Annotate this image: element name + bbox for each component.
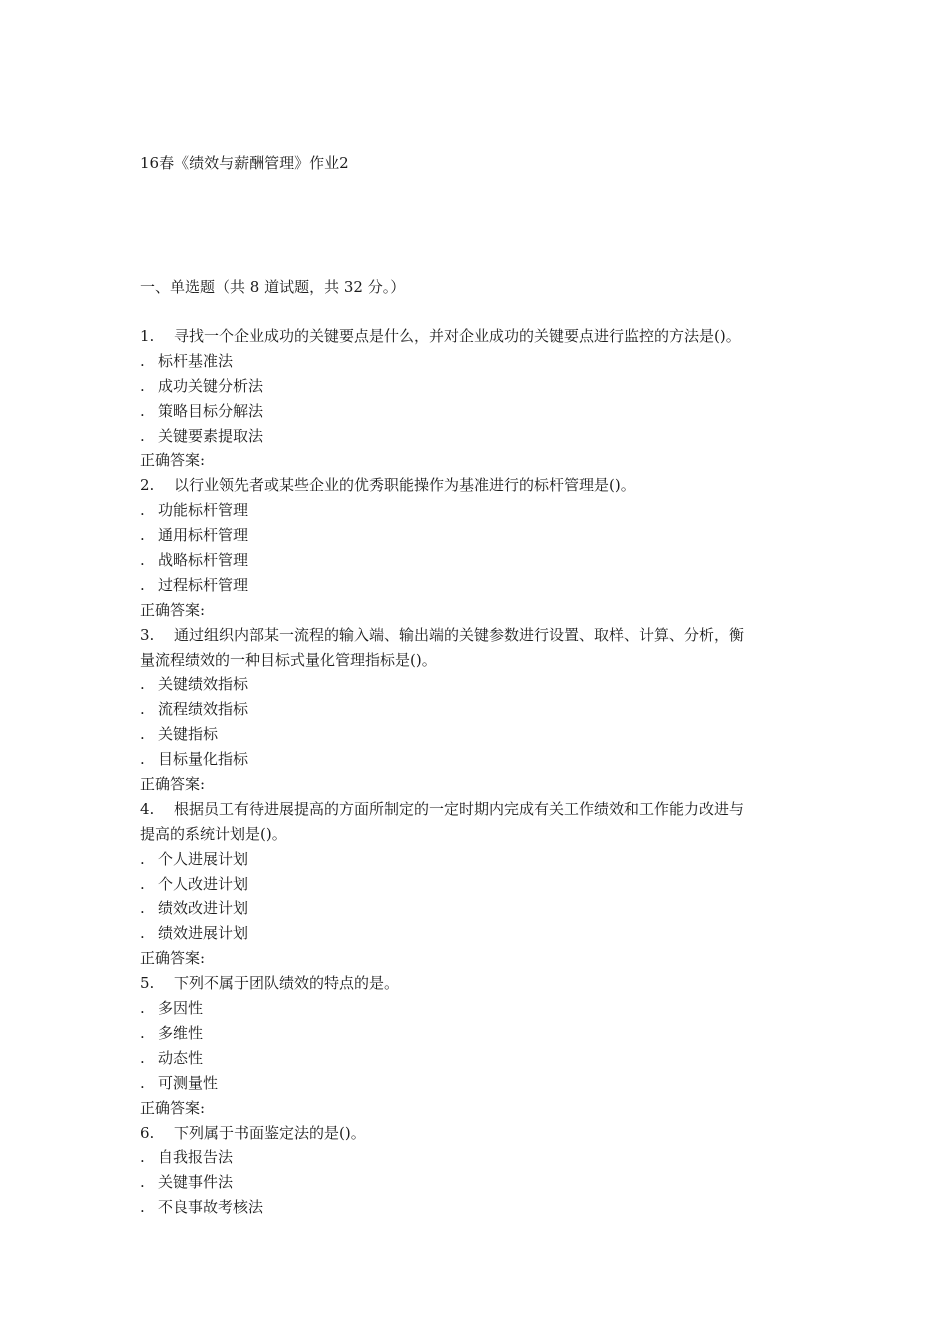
option-text: 动态性 xyxy=(158,1048,204,1067)
option-marker: . xyxy=(140,551,145,570)
option-marker: . xyxy=(140,526,145,545)
question-stem xyxy=(140,324,820,349)
question-block xyxy=(140,324,820,473)
question-number: 3. xyxy=(140,625,155,644)
option-marker: . xyxy=(140,401,145,420)
option-marker: . xyxy=(140,1023,145,1042)
option-text: 战略标杆管理 xyxy=(158,551,249,570)
option-text: 个人改进计划 xyxy=(158,874,249,893)
option-text: 通用标杆管理 xyxy=(158,526,249,545)
option-marker: . xyxy=(140,899,145,918)
answer-option xyxy=(140,1021,820,1046)
question-text: 量流程绩效的一种目标式量化管理指标是()。 xyxy=(140,650,437,669)
question-number: 4. xyxy=(140,799,155,818)
answer-option xyxy=(140,697,820,722)
answer-option xyxy=(140,1145,820,1170)
question-block xyxy=(140,1121,820,1221)
question-list xyxy=(140,324,820,1220)
answer-option xyxy=(140,399,820,424)
option-marker: . xyxy=(140,874,145,893)
option-marker: . xyxy=(140,849,145,868)
question-block xyxy=(140,971,820,1120)
option-text: 多维性 xyxy=(158,1023,204,1042)
question-text: 根据员工有待进展提高的方面所制定的一定时期内完成有关工作绩效和工作能力改进与 xyxy=(174,799,745,818)
correct-answer-label: 正确答案: xyxy=(140,775,206,794)
question-block xyxy=(140,623,820,797)
question-stem xyxy=(140,797,820,822)
option-text: 成功关键分析法 xyxy=(158,376,264,395)
question-number: 1. xyxy=(140,327,155,345)
option-text: 关键指标 xyxy=(158,725,219,744)
answer-option xyxy=(140,573,820,598)
option-text: 标杆基准法 xyxy=(158,351,234,370)
question-stem xyxy=(140,623,820,648)
answer-option xyxy=(140,523,820,548)
option-text: 个人进展计划 xyxy=(158,849,249,868)
answer-option xyxy=(140,747,820,772)
document-title: 16春《绩效与薪酬管理》作业2 xyxy=(140,154,349,172)
option-marker: . xyxy=(140,1073,145,1092)
option-text: 关键要素提取法 xyxy=(158,426,264,445)
answer-option xyxy=(140,1071,820,1096)
option-text: 可测量性 xyxy=(158,1073,219,1092)
question-number: 2. xyxy=(140,476,155,495)
option-text: 绩效改进计划 xyxy=(158,899,249,918)
correct-answer-label: 正确答案: xyxy=(140,1098,206,1117)
option-text: 流程绩效指标 xyxy=(158,700,249,719)
answer-option xyxy=(140,548,820,573)
question-stem-continuation xyxy=(140,648,820,673)
answer-option xyxy=(140,872,820,897)
answer-option xyxy=(140,896,820,921)
question-text: 提高的系统计划是()。 xyxy=(140,824,287,843)
option-text: 关键事件法 xyxy=(158,1173,234,1192)
option-text: 绩效进展计划 xyxy=(158,924,249,943)
option-marker: . xyxy=(140,750,145,769)
answer-option xyxy=(140,996,820,1021)
option-marker: . xyxy=(140,1148,145,1167)
option-marker: . xyxy=(140,575,145,594)
option-text: 关键绩效指标 xyxy=(158,675,249,694)
question-text: 下列不属于团队绩效的特点的是。 xyxy=(174,974,400,993)
option-text: 功能标杆管理 xyxy=(158,501,249,520)
answer-option xyxy=(140,424,820,449)
option-marker: . xyxy=(140,501,145,520)
option-marker: . xyxy=(140,426,145,445)
question-text: 通过组织内部某一流程的输入端、输出端的关键参数进行设置、取样、计算、分析，衡 xyxy=(174,625,745,644)
correct-answer-label: 正确答案: xyxy=(140,600,206,619)
question-stem xyxy=(140,1121,820,1146)
correct-answer-label: 正确答案: xyxy=(140,949,206,968)
answer-option xyxy=(140,1046,820,1071)
option-marker: . xyxy=(140,351,145,370)
question-number: 5. xyxy=(140,974,155,993)
option-marker: . xyxy=(140,1173,145,1192)
question-block xyxy=(140,473,820,622)
question-stem-continuation xyxy=(140,822,820,847)
answer-option xyxy=(140,672,820,697)
option-marker: . xyxy=(140,725,145,744)
question-number: 6. xyxy=(140,1123,155,1142)
answer-option xyxy=(140,1170,820,1195)
answer-option xyxy=(140,349,820,374)
option-text: 过程标杆管理 xyxy=(158,575,249,594)
answer-option xyxy=(140,1195,820,1220)
question-stem xyxy=(140,971,820,996)
question-text: 以行业领先者或某些企业的优秀职能操作为基准进行的标杆管理是()。 xyxy=(174,476,636,495)
question-block xyxy=(140,797,820,971)
question-text: 下列属于书面鉴定法的是()。 xyxy=(174,1123,366,1142)
option-text: 策略目标分解法 xyxy=(158,401,264,420)
answer-option xyxy=(140,498,820,523)
option-marker: . xyxy=(140,675,145,694)
correct-answer-label: 正确答案: xyxy=(140,451,206,470)
option-text: 多因性 xyxy=(158,999,204,1018)
answer-option xyxy=(140,921,820,946)
answer-option xyxy=(140,722,820,747)
option-marker: . xyxy=(140,924,145,943)
option-marker: . xyxy=(140,999,145,1018)
question-stem xyxy=(140,473,820,498)
section-heading: 一、单选题（共 8 道试题，共 32 分。） xyxy=(140,278,406,296)
answer-option xyxy=(140,847,820,872)
option-marker: . xyxy=(140,376,145,395)
answer-option xyxy=(140,374,820,399)
option-marker: . xyxy=(140,1198,145,1217)
option-text: 不良事故考核法 xyxy=(158,1198,264,1217)
option-marker: . xyxy=(140,1048,145,1067)
question-text: 寻找一个企业成功的关键要点是什么，并对企业成功的关键要点进行监控的方法是()。 xyxy=(174,327,741,345)
option-text: 自我报告法 xyxy=(158,1148,234,1167)
option-marker: . xyxy=(140,700,145,719)
option-text: 目标量化指标 xyxy=(158,750,249,769)
